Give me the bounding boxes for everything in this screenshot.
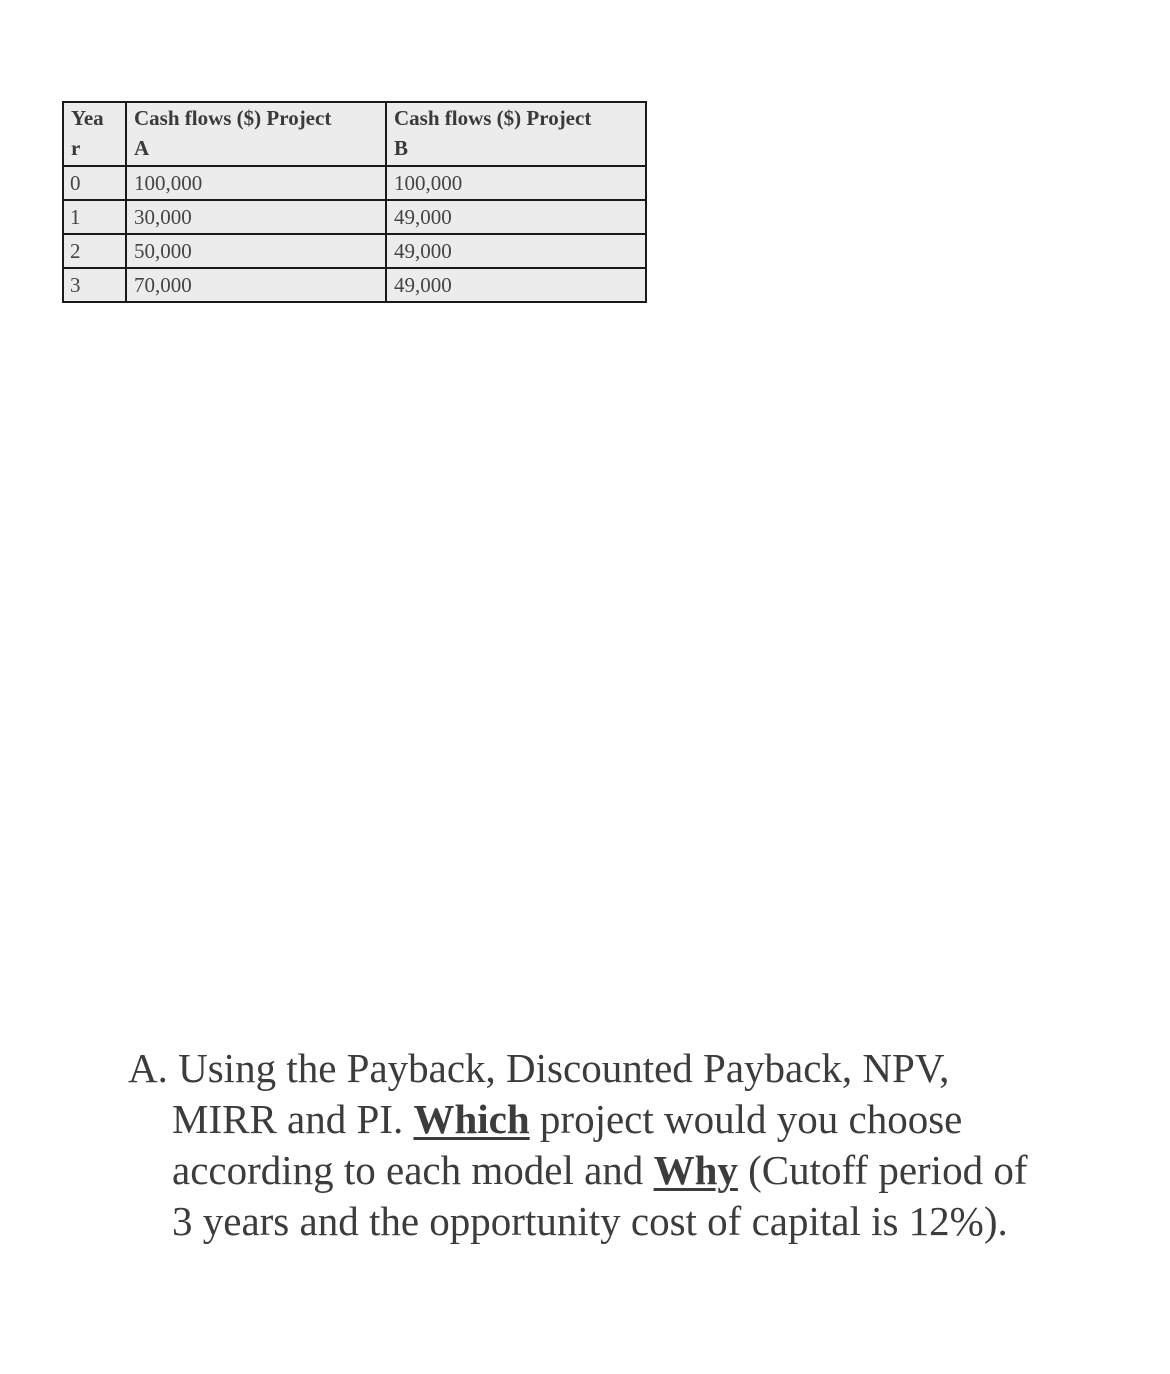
- header-year-line2: r: [71, 136, 81, 160]
- emphasis-why: Why: [653, 1147, 738, 1193]
- table-row: [63, 200, 646, 234]
- table-row: [63, 234, 646, 268]
- table-header-row: [63, 102, 646, 166]
- cell-project-b: 49,000: [386, 234, 646, 268]
- header-project-a-line1: Cash flows ($) Project: [134, 106, 332, 130]
- cell-project-b: 49,000: [386, 268, 646, 302]
- table-row: [63, 268, 646, 302]
- header-year: [63, 102, 126, 166]
- cell-year: 0: [63, 166, 126, 200]
- cell-project-a: 30,000: [126, 200, 386, 234]
- emphasis-which: Which: [413, 1096, 530, 1142]
- table-row: [63, 166, 646, 200]
- question-line-3-start: according to each model and: [172, 1147, 654, 1193]
- question-line-2: [128, 1094, 1088, 1145]
- cell-year: 1: [63, 200, 126, 234]
- cash-flow-table: [62, 101, 647, 303]
- question-text: [128, 1043, 1088, 1247]
- cell-project-a: 50,000: [126, 234, 386, 268]
- question-line-3: [128, 1145, 1088, 1196]
- header-year-line1: Yea: [71, 106, 104, 130]
- cell-project-b: 100,000: [386, 166, 646, 200]
- cell-project-b: 49,000: [386, 200, 646, 234]
- question-line-1: A. Using the Payback, Discounted Payback, NPV,: [128, 1045, 950, 1091]
- cell-project-a: 70,000: [126, 268, 386, 302]
- cell-year: 2: [63, 234, 126, 268]
- cell-year: 3: [63, 268, 126, 302]
- header-project-a: [126, 102, 386, 166]
- header-project-a-line2: A: [134, 136, 150, 160]
- question-line-2-start: MIRR and PI.: [172, 1096, 414, 1142]
- header-project-b-line2: B: [394, 136, 409, 160]
- cell-project-a: 100,000: [126, 166, 386, 200]
- question-line-4: 3 years and the opportunity cost of capital is 12%).: [172, 1198, 1008, 1244]
- header-project-b: [386, 102, 646, 166]
- header-project-b-line1: Cash flows ($) Project: [394, 106, 592, 130]
- question-line-3-end: (Cutoff period of: [737, 1147, 1028, 1193]
- question-line-2-end: project would you choose: [529, 1096, 963, 1142]
